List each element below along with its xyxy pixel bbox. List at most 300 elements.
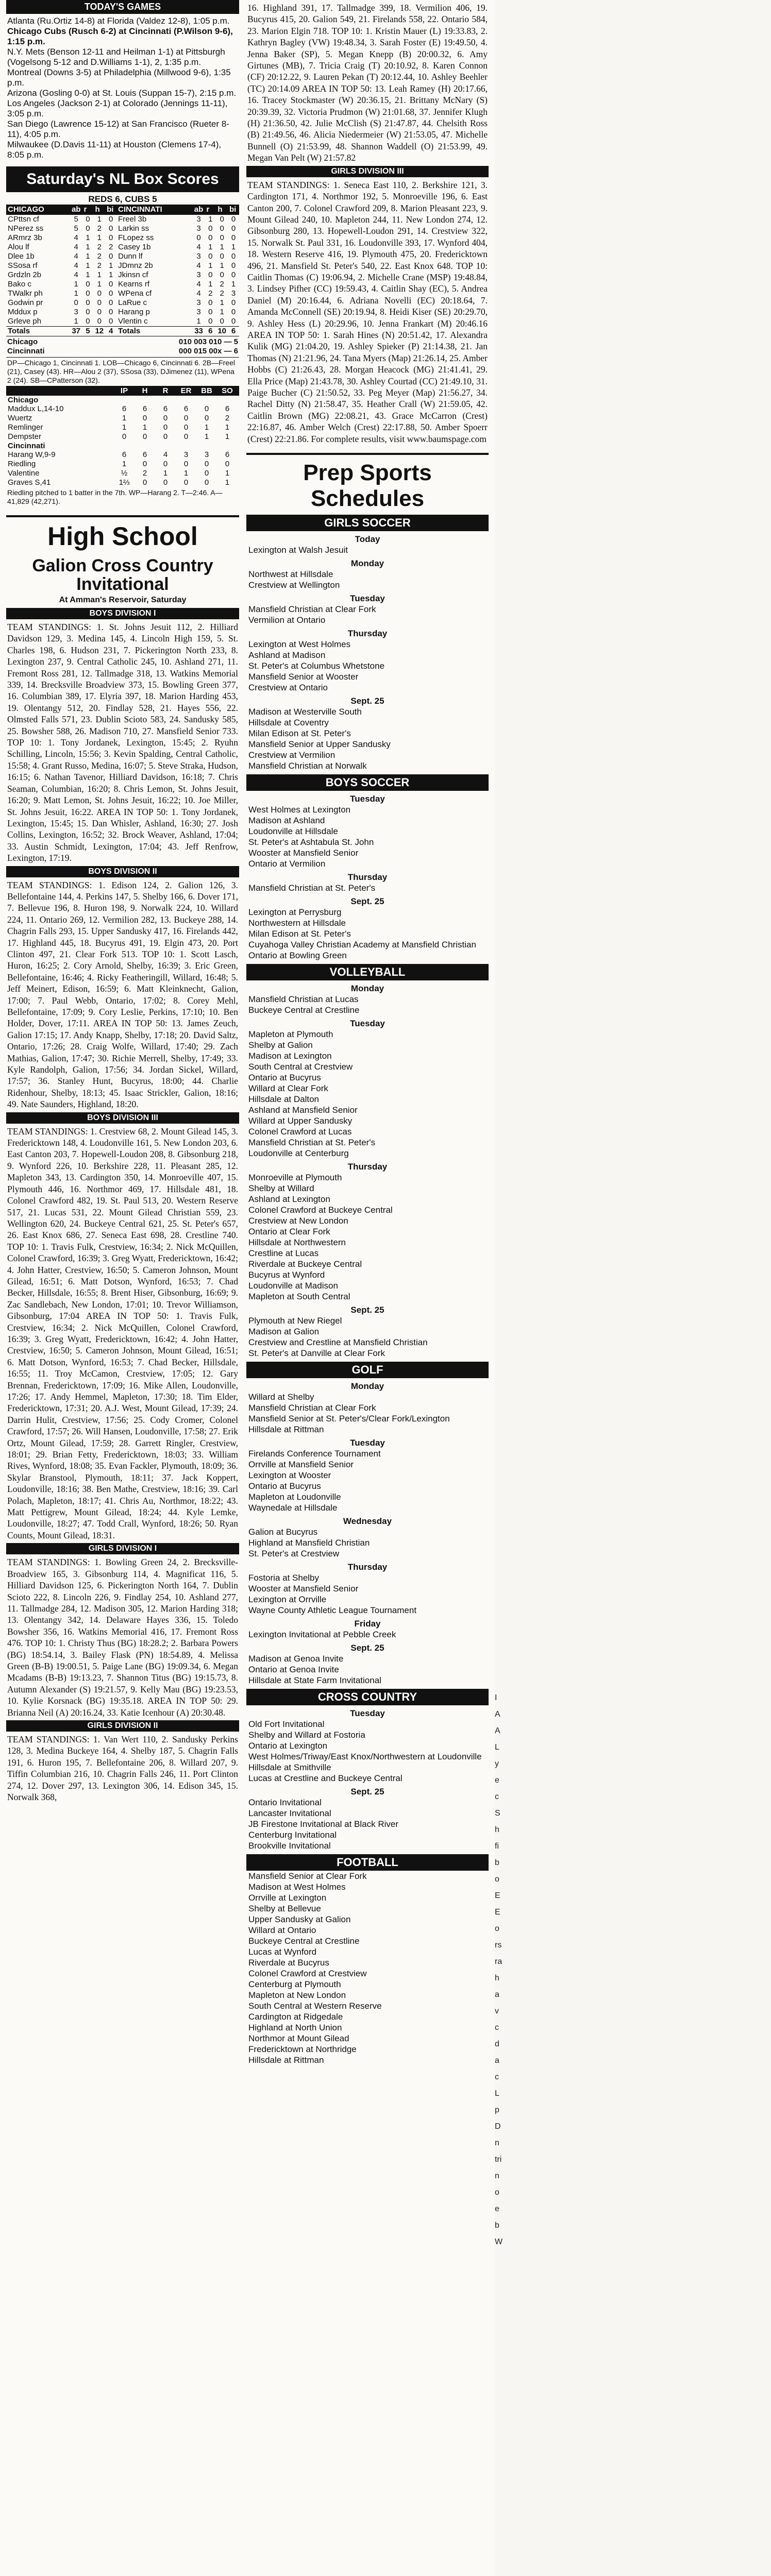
home-team-label: CINCINNATI [116, 205, 193, 215]
schedule-game: Waynedale at Hillsdale [248, 1503, 338, 1513]
cropped-letter: E [495, 1891, 500, 1900]
pitcher-name: Remlinger [8, 423, 43, 432]
pitching-stat: 0 [122, 432, 127, 441]
division-header: GIRLS DIVISION I [6, 1543, 239, 1554]
stat-value: 1 [220, 243, 224, 251]
schedule-game: Mapleton at Plymouth [248, 1029, 333, 1040]
batting-row [6, 270, 239, 280]
pitching-stat: 1 [183, 469, 189, 478]
stat-value: 0 [86, 280, 90, 289]
sport-header: BOYS SOCCER [246, 774, 489, 791]
batting-row [6, 243, 239, 252]
pitcher-name: Riedling [8, 460, 36, 468]
pitching-stat: 6 [225, 450, 230, 459]
sport-header: FOOTBALL [246, 1854, 489, 1871]
stat-value: 0 [86, 224, 90, 233]
schedule-game: Orrville at Mansfield Senior [248, 1460, 354, 1470]
schedule-game: Wooster at Mansfield Senior [248, 848, 359, 858]
left-column [6, 0, 239, 1805]
stat-value: 0 [108, 298, 113, 307]
cropped-letter: d [495, 2040, 499, 2048]
stat-value: 0 [208, 308, 213, 316]
stat-value: 10 [216, 327, 228, 336]
cropped-letter: rs [495, 1941, 502, 1950]
pitching-stat: 6 [122, 404, 127, 413]
schedule-game: Shelby at Bellevue [248, 1904, 321, 1914]
stat-value: 4 [74, 270, 78, 279]
schedule-game: Old Fort Invitational [248, 1719, 325, 1730]
todays-games-header: TODAY'S GAMES [6, 0, 239, 14]
stat-value: 0 [97, 298, 102, 307]
batting-row [6, 298, 239, 308]
stat-value: 1 [231, 243, 236, 251]
schedule-game: West Holmes at Lexington [248, 805, 351, 815]
stat-value: 1 [74, 317, 78, 326]
player-name: Dlee 1b [8, 252, 35, 261]
schedule-game: Centerburg Invitational [248, 1830, 337, 1840]
schedule-game: Milan Edison at St. Peter's [248, 929, 351, 939]
schedule-day: Sept. 25 [350, 1305, 384, 1315]
pitching-stat: 0 [204, 414, 209, 422]
section-title: High School [47, 522, 198, 551]
sport-header: VOLLEYBALL [246, 964, 489, 980]
schedule-game: Ontario at Bucyrus [248, 1481, 321, 1492]
schedule-day: Sept. 25 [350, 1787, 384, 1797]
schedule-game: Lexington at Walsh Jesuit [248, 545, 348, 555]
stat-value: 1 [97, 215, 102, 224]
pitching-stat: 0 [163, 460, 168, 468]
pitching-stat: 0 [183, 460, 189, 468]
schedule-game: Lucas at Crestline and Buckeye Central [248, 1773, 403, 1784]
pitching-stat: 0 [225, 460, 230, 468]
schedule-game: Fostoria at Shelby [248, 1573, 320, 1583]
cropped-letter: A [495, 1710, 500, 1719]
schedule-game: Crestview at Ontario [248, 683, 328, 693]
stat-value: 0 [231, 215, 236, 224]
player-name: Kearns rf [118, 280, 149, 289]
schedule-game: Lexington at West Holmes [248, 639, 351, 650]
schedule-game: Hillsdale at State Farm Invitational [248, 1675, 381, 1686]
cropped-letter: a [495, 2056, 499, 2065]
division-results: TEAM STANDINGS: 1. St. Johns Jesuit 112, 2. Hilliard Davidson 129, 3. Medina 145, 4. Lincoln High 159, 5. St. Charles 198, 6. Hudson 231, 7. Pickerington North 233, 8. Lexington 237, 9. Central Catholic 245, 10. Ashland 271, 11. Fremont Ross 281, 12. Tallmadge 318, 13. Watkins Memorial 339, 14. Brecksville Broadview 373, 15. Bowling Green 377, 16. Columbian 389, 17. Elyria 397, 18. Marion Harding 453, 19. Olentangy 512, 20. Findlay 528, 21. Hayes 556, 22. Olmsted Falls 571, 23. Dublin Scioto 583, 24. Sandusky 585, 25. Bowsher 588, 26. Madison 710, 27. Mansfield Senior 733. TOP 10: 1. Tony Jordanek, Lexington, 15:45; 2. Ryuhn Schilling, Lincoln, 15:56; 3. Kevin Spalding, Central Catholic, 15:58; 4. Grant Russo, Medina, 16:07; 5. Steve Straka, Hudson, 16:15; 6. Nathan Tavenor, Hilliard Davidson, 16:18; 7. Chris Seaman, Columbian, 16:20; 8. Chris Lemon, St. Johns Jesuit, 16:20; 9. Matt Lemon, St. Johns Jesuit, 16:22; 10. Joe Miller, St. Johns Jesuit, 16:22. AREA IN TOP 50: 1. Tony Jordanek, Lexington, 15:45; 15. Dan Whisler, Ashland, 16:30; 27. Josh Collins, Lexington, 16:52; 32. Brock Weaver, Ashland, 17:04; 33. Austin Schmidt, Lexington, 17:04; 43. Jeff Renfrow, Lexington, 17:19. [7, 622, 238, 863]
schedule-day: Sept. 25 [350, 1643, 384, 1653]
pitcher-row [6, 423, 239, 432]
player-name: WPena cf [118, 289, 152, 298]
cropped-letter: c [495, 2023, 499, 2032]
cropped-letter: ra [495, 1957, 502, 1966]
schedule-game: Lexington at Perrysburg [248, 907, 342, 918]
schedule-game: Buckeye Central at Crestline [248, 1936, 360, 1946]
player-name: CPttsn cf [8, 215, 39, 224]
schedule-day: Thursday [347, 629, 388, 639]
pitching-stat: 6 [225, 404, 230, 413]
batting-row [6, 289, 239, 298]
stat-value: 1 [231, 280, 236, 289]
inning-scores: 000 015 00x — 6 [178, 347, 238, 355]
pitching-stat: 6 [183, 404, 189, 413]
pitcher-name: Graves S,41 [8, 478, 51, 487]
schedule-game: Northwest at Hillsdale [248, 569, 333, 580]
stat-value: 0 [97, 289, 102, 298]
schedule-game: St. Peter's at Danville at Clear Fork [248, 1348, 385, 1359]
schedule-game: Buckeye Central at Crestline [248, 1005, 360, 1015]
pitcher-row [6, 460, 239, 469]
pitching-stat: 0 [204, 404, 209, 413]
pitcher-col-label [8, 386, 114, 395]
pitching-stat: 6 [142, 404, 147, 413]
game-result-heading: REDS 6, CUBS 5 [88, 194, 157, 204]
schedule-game: Mapleton at Loudonville [248, 1492, 341, 1502]
batting-row [6, 215, 239, 224]
stat-value: 1 [97, 280, 102, 289]
schedule-game: Mansfield Christian at St. Peter's [248, 1138, 376, 1148]
division-results: TEAM STANDINGS: 1. Bowling Green 24, 2. Brecksville-Broadview 165, 3. Gibsonburg 114, 4. Magnificat 116, 5. Hilliard Davidson 125, 6. Pickerington North 164, 7. Dublin Scioto 222, 8. Lincoln 226, 9. Findlay 254, 10. Ashland 277, 11. Tallmadge 284, 12. Madison 305, 12. Marion Harding 318; 13. Olentangy 342, 14. Delaware Hayes 336, 15. Toledo Bowsher 356, 16. Watkins Memorial 416, 17. Fremont Ross 476. TOP 10: 1. Christy Thus (BG) 18:28.2; 2. Barbara Powers (BG) 18:54.14, 3. Bailey Flask (PN) 18:54.89, 4. Melissa Green (B-B) 19:00.51, 5. Paige Lane (BG) 19:09.34, 6. Megan Mcadams (B-B) 19:13.23, 7. Shannon Titus (BG) 19:15.73, 8. Autumn Alexander (S) 19:21.57, 9. Kelly Mau (BG) 19:23.53, 10. Kylie Korsnack (BG) 19:35.18. AREA IN TOP 50: 29. Brianna Neil (A) 20:16.24, 33. Katie Icenhour (A) 20:30.48. [7, 1557, 238, 1718]
schedule-game: Madison at Westerville South [248, 707, 362, 717]
division-header: BOYS DIVISION III [6, 1112, 239, 1124]
stat-value: 1 [97, 270, 102, 279]
meet-location: At Amman's Reservoir, Saturday [59, 596, 187, 604]
schedule-game: Hillsdale at Smithville [248, 1762, 331, 1773]
game-footer: Riedling pitched to 1 batter in the 7th. WP—Harang 2. T—2:46. A—41,829 (42,271). [7, 488, 223, 505]
stat-value: 0 [208, 224, 213, 233]
batting-row [6, 317, 239, 327]
pitcher-row [6, 404, 239, 414]
pitching-stat: 0 [204, 460, 209, 468]
schedule-game: Hillsdale at Rittman [248, 1425, 324, 1435]
pitcher-name: Dempster [8, 432, 42, 441]
pitching-stat: 6 [142, 450, 147, 459]
stat-value: 0 [108, 252, 113, 261]
stat-value: 1 [86, 252, 90, 261]
division-results: TEAM STANDINGS: 1. Crestview 68, 2. Mount Gilead 145, 3. Fredericktown 148, 4. Loudonville 161, 5. New London 203, 6. East Canton 203, 7. Hopewell-Loudon 208, 8. Gibsonburg 218, 9. Wynford 226, 10. Berkshire 228, 11. Pleasant 285, 12. Mapleton 343, 13. Cardington 350, 14. Monroeville 407, 15. Plymouth 446, 16. Northmor 469, 17. Hillsdale 481, 18. Colonel Crawford 482, 19. St. Paul 513, 20. Western Reserve 517, 21. Lucas 531, 22. Mount Gilead Christian 559, 23. Wellington 620, 24. Buckeye Central 621, 25. St. Peter's 657, 26. East Knox 686, 27. Seneca East 698, 28. Crestline 740. TOP 10: 1. Travis Fulk, Crestview, 16:34; 2. Nick McQuillen, Colonel Crawford, 16:39; 3. Greg Wyatt, Fredericktown, 16:42; 4. John Hatter, Crestview, 16:50; 5. Cameron Johnson, Mount Gilead, 16:51; 6. Matt Dotson, Wynford, 16:53; 7. Chad Becker, Hillsdale, 16:55; 8. Brent Hiser, Gibsonburg, 16:69; 9. Zac Sandlebach, New London, 17:01; 10. Trevor Williamson, Gibsonburg, 17:04 AREA IN TOP 50: 1. Travis Fulk, Crestview, 16:34; 2. Nick McQuillen, Colonel Crawford, 16:39; 3. Greg Wyatt, Fredericktown, 16:42; 4. John Hatter, Crestview, 16:50; 5. Cameron Johnson, Mount Gilead, 16:51; 6. Matt Dotson, Wynford, 16:53; 7. Chad Becker, Hillsdale, 16:55; 11. Troy McCamon, Crestview, 17:05; 12. Gary Brennan, Fredericktown, 17:09; 16. Mike Allen, Loudonville, 17:26; 17. Andy Hemmel, Mapleton, 17:30; 18. Tim Elder, Fredericktown, 17:31; 20. A.J. West, Mount Gilead, 17:39; 24. Darrin Hulit, Crestview, 17:56; 25. Cody Cromer, Colonel Crawford, 17:57; 26. Will Hansen, Loudonville, 17:58; 27. Erik Ortz, Mount Gilead, 17:59; 28. Garrett Ringler, Crestview, 18:01; 29. Brian Fetty, Fredericktown, 18:03; 33. William Rives, Wynford, 18:08; 35. Evan Fackler, Plymouth, 18:09; 36. Skylar Branstool, Plymouth, 18:11; 37. Jack Koppert, Loudonville, 18:16; 38. Ben Mathe, Crestview, 18:16; 39. Carl Polach, Mapleton, 18:17; 41. Chris Au, Northmor, 18:22; 43. Matt Pettigrew, Mount Gilead, 18:24; 44. Kyle Lemke, Loudonville, 18:27; 47. Todd Crall, Wynford, 18:26; 50. Ryan Counts, Mount Gilead, 18:31. [7, 1126, 238, 1540]
stat-value: 5 [74, 215, 78, 224]
stat-value: 5 [74, 224, 78, 233]
stat-value: 1 [108, 270, 113, 279]
stat-value: 0 [97, 308, 102, 316]
stat-value: 0 [231, 317, 236, 326]
division-results: 16. Highland 391, 17. Tallmadge 399, 18. Vermilion 406, 19. Bucyrus 415, 20. Galion 549, 21. Firelands 558, 22. Ontario 584, 23. Marion Elgin 718. TOP 10: 1. Kristin Mauer (L) 19:33.83, 2. Kathryn Bagley (VW) 19:48.34, 3. Sarah Foster (E) 19:49.50, 4. Jenna Baker (SP), 5. Megan Knepp (B) 20:00.32, 6. Amy Girtunes (MB), 7. Tricia Craig (T) 20:10.92, 8. Karen Connon (CF) 20:12.22, 9. Lauren Pekan (T) 20:12.44, 10. Ashley Beehler (TC) 20:14.09 AREA IN TOP 50: 13. Leah Ramey (H) 20:17.66, 16. Tracey Stockmaster (W) 20:36.15, 21. Brittany McNary (S) 20:39.39, 32. Victoria Prudmon (W) 21:01.68, 37. Jennifer Klugh (H) 21:36.50, 42. Julie McClish (S) 21:47.87, 44. Chelsith Ross (B) 21:49.56, 46. Alicia Niedermeier (W) 21:53.05, 47. Michelle Bunnell (O) 21:53.99, 48. Shannon Waddell (O) 21:53.99, 49. Megan Van Pelt (W) 21:57.82 [247, 3, 488, 163]
stat-value: 0 [208, 270, 213, 279]
stat-value: 1 [86, 233, 90, 242]
pitching-stat: 0 [183, 414, 189, 422]
schedule-game: Ontario at Lexington [248, 1741, 328, 1751]
schedule-game: Madison at Galion [248, 1327, 320, 1337]
schedule-game: Centerburg at Plymouth [248, 1979, 341, 1990]
cropped-letter: E [495, 1908, 500, 1917]
schedule-game: Ontario at Bucyrus [248, 1073, 321, 1083]
player-name: NPerez ss [8, 224, 44, 233]
line-score-row [7, 347, 238, 356]
stat-value: 2 [97, 261, 102, 270]
stat-value: 0 [231, 270, 236, 279]
pitching-col-label: H [142, 386, 148, 395]
cropped-letter: fi [495, 1842, 499, 1851]
schedule-game: Lucas at Wynford [248, 1947, 317, 1957]
cropped-letter: p [495, 2106, 499, 2114]
schedule-game: Willard at Clear Fork [248, 1083, 328, 1094]
player-name: Bako c [8, 280, 31, 289]
col-ab: ab [70, 205, 82, 215]
schedule-day: Tuesday [350, 1438, 385, 1448]
schedule-game: Highland at North Union [248, 2023, 342, 2033]
team-name: Chicago [7, 337, 38, 346]
player-name: FLopez ss [118, 233, 154, 242]
schedule-day: Today [355, 534, 380, 545]
pitching-stat: 4 [163, 450, 168, 459]
cropped-letter: y [495, 1759, 499, 1768]
schedule-game: Mansfield Senior at Wooster [248, 672, 359, 682]
pitching-stat: 3 [204, 450, 209, 459]
stat-value: 0 [108, 289, 113, 298]
pitching-stat: 3 [183, 450, 189, 459]
player-name: Godwin pr [8, 298, 43, 307]
cropped-letter: v [495, 2007, 499, 2015]
division-header: GIRLS DIVISION III [246, 166, 489, 177]
player-name: Larkin ss [118, 224, 149, 233]
pitcher-row [6, 450, 239, 460]
division-header: GIRLS DIVISION II [6, 1720, 239, 1732]
pitching-stat: 1 [225, 432, 230, 441]
player-name: Freel 3b [118, 215, 147, 224]
schedule-game: Mansfield Senior at Clear Fork [248, 1871, 367, 1882]
pitching-stat: 1 [122, 414, 127, 422]
player-name: ARmrz 3b [8, 233, 42, 242]
stat-value: 1 [208, 215, 213, 224]
schedule-game: West Holmes/Triway/East Knox/Northwestern at Loudonville [248, 1752, 482, 1762]
schedule-game: JB Firestone Invitational at Black River [248, 1819, 399, 1829]
stat-value: 3 [196, 308, 201, 316]
division-header: BOYS DIVISION II [6, 866, 239, 877]
pitcher-row [6, 469, 239, 478]
player-name: LaRue c [118, 298, 147, 307]
game-notes: DP—Chicago 1, Cincinnati 1. LOB—Chicago 6, Cincinnati 6. 2B—Freel (21), Casey (43). HR—Alou 2 (37), SSosa (33), DJimenez (11), WPena 2 (24). SB—CPatterson (32). [7, 359, 235, 384]
pitching-stat: 1 [204, 432, 209, 441]
schedule-game: Mansfield Christian at Clear Fork [248, 604, 376, 615]
pitching-stat: 0 [183, 423, 189, 432]
stat-value: 5 [82, 327, 93, 336]
schedule-game: St. Peter's at Columbus Whetstone [248, 661, 385, 671]
stat-value: 0 [220, 270, 224, 279]
schedule-game: Mansfield Senior at Upper Sandusky [248, 739, 391, 750]
player-name: Grdzln 2b [8, 270, 42, 279]
schedule-day: Sept. 25 [350, 696, 384, 706]
stat-value: 4 [105, 327, 116, 336]
pitching-col-label: BB [201, 386, 212, 395]
stat-value: 1 [196, 317, 201, 326]
schedule-game: Lancaster Invitational [248, 1808, 331, 1819]
game-listing: Milwaukee (D.Davis 11-11) at Houston (Clemens 17-4), 8:05 p.m. [7, 140, 222, 160]
pitching-stat: 1 [142, 423, 147, 432]
stat-value: 3 [231, 289, 236, 298]
pitching-stat: 0 [142, 478, 147, 487]
cropped-letter: L [495, 1743, 499, 1752]
stat-value: 0 [231, 224, 236, 233]
stat-value: 0 [208, 298, 213, 307]
cropped-letter: o [495, 1924, 499, 1933]
pitcher-name: Maddux L,14-10 [8, 404, 64, 413]
schedule-game: Mapleton at South Central [248, 1292, 350, 1302]
schedule-game: Mansfield Senior at St. Peter's/Clear Fork/Lexington [248, 1414, 450, 1424]
schedule-game: Vermilion at Ontario [248, 615, 326, 625]
stat-value: 4 [74, 233, 78, 242]
player-name: JDmnz 2b [118, 261, 153, 270]
stat-value: 0 [108, 308, 113, 316]
schedule-game: Upper Sandusky at Galion [248, 1914, 351, 1925]
cropped-letter: A [495, 1726, 500, 1735]
stat-value: 4 [196, 243, 201, 251]
pitching-stat: 6 [163, 404, 168, 413]
schedule-game: Northwestern at Hillsdale [248, 918, 346, 928]
stat-value: 0 [208, 233, 213, 242]
pitching-stat: 0 [163, 414, 168, 422]
stat-value: 6 [205, 327, 216, 336]
schedule-game: Wooster at Mansfield Senior [248, 1584, 359, 1594]
schedule-game: Crestview at New London [248, 1216, 348, 1226]
schedule-game: Northmor at Mount Gilead [248, 2033, 349, 2044]
player-name: Dunn lf [118, 252, 143, 261]
schedule-game: Brookville Invitational [248, 1841, 331, 1851]
sport-header: CROSS COUNTRY [246, 1689, 489, 1705]
schedule-day: Monday [350, 558, 384, 569]
player-name: Totals [6, 327, 70, 336]
player-name: Mddux p [8, 308, 38, 316]
stat-value: 3 [196, 224, 201, 233]
schedule-game: Shelby at Galion [248, 1040, 313, 1050]
stat-value: 2 [220, 280, 224, 289]
away-team-label: CHICAGO [6, 205, 70, 215]
schedule-game: Milan Edison at St. Peter's [248, 728, 351, 739]
stat-value: 1 [208, 261, 213, 270]
stat-value: 0 [231, 252, 236, 261]
cropped-letter: n [495, 2172, 499, 2180]
cropped-text-fragment [495, 1690, 515, 2257]
batting-row [6, 233, 239, 243]
stat-value: 1 [220, 308, 224, 316]
stat-value: 2 [97, 252, 102, 261]
stat-value: 4 [74, 243, 78, 251]
batting-table [6, 205, 239, 336]
schedule-game: Wayne County Athletic League Tournament [248, 1605, 417, 1616]
totals-row [6, 327, 239, 336]
division-results: TEAM STANDINGS: 1. Seneca East 110, 2. Berkshire 121, 3. Cardington 171, 4. Northmor 192, 5. Monroeville 196, 6. East Canton 200, 7. Colonel Crawford 209, 8. Marion Pleasant 223, 9. Mount Gilead 240, 10. Mapleton 244, 11. New London 274, 12. Gibsonburg 280, 13. Hopewell-Loudon 291, 14. Crestview 322, 15. Norwalk St. Paul 331, 16. Loudonville 393, 17. Wynford 404, 18. Western Reserve 416, 19. Plymouth 475, 20. Fredericktown 496, 21. Mansfield St. Peter's 540, 22. East Knox 648. TOP 10: Caitlin Thomas (C) 19:06.94, 2. Michelle Crane (MSP) 19:48.84, 3. Lindsey Pifher (CC) 19:59.43, 4. Caitlin Shay (EC), 5. Andrea Daniel (M) 20:16.44, 6. Adriana Novelli (EC) 20:18.64, 7. Amanda McConnell (SE) 20:19.94, 8. Heidi Kiser (SE) 20:29.70, 9. Ashley Hess (L) 20:29.96, 10. Jenna Frankart (M) 20:46.16 AREA IN TOP 50: 1. Sarah Hines (N) 20:51.42, 17. Alexandra Kulik (MG) 21:04.20, 19. Ashley Spieker (P) 21:14.38, 21. Jan Thomas (N) 21:21.96, 24. Tana Myers (Map) 21:26.14, 25. Amber Hobbs (C) 21:26.43, 28. Morgan Heacock (MG) 21:41.41, 29. Ella Price (Map) 21:43.78, 30. Ashley Courtad (CC) 21:49.10, 31. Paige Bucher (C) 21:50.52, 33. Peg Meyer (Map) 21:56.27, 34. Rachel Ditty (N) 21:58.47, 35. Heather Crall (W) 21:59.05, 42. Caitlin Brown (MG) 22:08.21, 43. Grace McCarron (Crest) 22:16.87, 46. Amber Welch (Crest) 22:17.88, 50. Amber Spoerr (Crest) 22:21.86. For complete results, visit www.baumspage.com [247, 179, 488, 444]
adjacent-page [495, 0, 771, 2576]
stat-value: 0 [108, 224, 113, 233]
stat-value: 4 [196, 289, 201, 298]
schedule-game: Mansfield Christian at Clear Fork [248, 1403, 376, 1413]
schedule-game: Shelby and Willard at Fostoria [248, 1730, 365, 1740]
schedule-game: Ontario at Clear Fork [248, 1227, 330, 1237]
schedule-game: Hillsdale at Dalton [248, 1094, 320, 1105]
pitching-stat: 1 [225, 423, 230, 432]
pitching-stat: 2 [225, 414, 230, 422]
schedule-game: Colonel Crawford at Crestview [248, 1969, 367, 1979]
pitching-col-label: IP [120, 386, 128, 395]
stat-value: 0 [231, 233, 236, 242]
batting-row [6, 280, 239, 289]
stat-value: 0 [208, 317, 213, 326]
stat-value: 3 [196, 215, 201, 224]
schedule-game: Mapleton at New London [248, 1990, 346, 2001]
stat-value: 0 [231, 261, 236, 270]
col-h: h [93, 205, 105, 215]
stat-value: 6 [228, 327, 239, 336]
stat-value: 0 [108, 280, 113, 289]
schedule-day: Thursday [347, 872, 388, 883]
col-r: r [82, 205, 93, 215]
schedule-game: Hillsdale at Coventry [248, 718, 329, 728]
division-results: TEAM STANDINGS: 1. Edison 124, 2. Galion 126, 3. Bellefontaine 144, 4. Perkins 147, 5. Shelby 166, 6. Dover 171, 7. Bellevue 196, 8. Huron 198, 9. Norwalk 224, 10. Willard 224, 11. Ontario 269, 12. Vermilion 282, 13. Buckeye 288, 14. Chagrin Falls 293, 15. Upper Sandusky 417, 16. Firelands 442, 17. Highland 445, 18. Bucyrus 491, 19. Elgin 473, 20. Port Clinton 497, 21. Clear Fork 513. TOP 10: 1. Scott Lasch, Huron, 16:25; 2. Cory Arnold, Shelby, 16:39; 3. Eric Green, Bellefontaine, 16:46; 4. Ricky Featheringill, Willard, 16:48; 5. Jeff Meinert, Edison, 16:59; 6. Matt Kleinknecht, Galion, 17:00; 7. Paul Webb, Ontario, 17:02; 8. Corey Mehl, Bellefontaine, 17:09; 9. Cory Leslie, Perkins, 17:10; 10. Ben Holder, Dover, 17:11. AREA IN TOP 50: 13. James Zeuch, Galion 17:15; 17. Andy Knapp, Shelby, 17:18; 20. David Saltz, Ontario, 17:26; 28. Craig Wolfe, Willard, 17:40; 29. Zach Mathias, Galion, 17:47; 30. Richie Merrell, Shelby, 17:49; 33. Kyle Randolph, Galion, 17:56; 34. Jordan Sickel, Willard, 17:57; 36. Stanley Hunt, Bucyrus, 18:00; 44. Charlie Ridenhour, Shelby, 18:13; 45. Isaac Strickler, Galion, 18:16; 49. Nate Saunders, Highland, 18:20. [7, 879, 238, 1110]
player-name: Jkinsn cf [118, 270, 148, 279]
pitching-stat: 1 [225, 478, 230, 487]
stat-value: 2 [97, 224, 102, 233]
stat-value: 1 [74, 289, 78, 298]
schedule-game: Crestline at Lucas [248, 1248, 319, 1259]
cropped-letter: a [495, 1990, 499, 1999]
pitching-stat: 2 [142, 469, 147, 478]
stat-value: 1 [220, 261, 224, 270]
game-listing: Arizona (Gosling 0-0) at St. Louis (Suppan 15-7), 2:15 p.m. [7, 88, 237, 98]
pitching-stat: 0 [204, 478, 209, 487]
line-score-row [7, 337, 238, 347]
schedule-game: Crestview at Vermilion [248, 750, 336, 760]
pitching-stat: 0 [142, 414, 147, 422]
schedule-game: Fredericktown at Northridge [248, 2044, 357, 2055]
stat-value: 0 [86, 298, 90, 307]
schedule-game: St. Peter's at Crestview [248, 1549, 340, 1559]
player-name: Vlentin c [118, 317, 148, 326]
schedule-game: South Central at Western Reserve [248, 2001, 382, 2011]
batting-row [6, 261, 239, 270]
schedule-game: Lexington at Wooster [248, 1470, 331, 1481]
cropped-letter: e [495, 2205, 499, 2213]
schedule-game: Highland at Mansfield Christian [248, 1538, 370, 1548]
cropped-letter: W [495, 2238, 503, 2246]
stat-value: 0 [231, 298, 236, 307]
pitching-stat: 1 [204, 423, 209, 432]
high-school-banner [6, 515, 239, 605]
stat-value: 33 [193, 327, 205, 336]
cropped-letter: b [495, 2221, 499, 2230]
schedule-day: Friday [354, 1619, 381, 1629]
pitcher-name: Valentine [8, 469, 40, 478]
cropped-letter: b [495, 1858, 499, 1867]
pitching-table [6, 386, 239, 487]
stat-value: 0 [108, 233, 113, 242]
stat-value: 3 [74, 308, 78, 316]
pitching-stat: 0 [163, 478, 168, 487]
right-column [246, 0, 489, 2065]
pitching-stat: 1 [122, 423, 127, 432]
pitcher-row [6, 478, 239, 487]
schedule-game: Lexington at Orrville [248, 1595, 327, 1605]
schedule-game: Firelands Conference Tournament [248, 1449, 381, 1459]
pitching-col-label: ER [180, 386, 192, 395]
cropped-letter: tri [495, 2155, 502, 2164]
schedule-day: Tuesday [350, 1019, 385, 1029]
stat-value: 12 [93, 327, 105, 336]
schedule-game: Bucyrus at Wynford [248, 1270, 325, 1280]
line-score [6, 336, 239, 358]
stat-value: 1 [220, 298, 224, 307]
cropped-letter: o [495, 2188, 499, 2197]
pitching-stat: 0 [163, 432, 168, 441]
stat-value: 1 [86, 270, 90, 279]
stat-value: 2 [97, 243, 102, 251]
stat-value: 0 [97, 317, 102, 326]
schedule-game: Mansfield Christian at Lucas [248, 994, 359, 1005]
cropped-letter: h [495, 1974, 499, 1982]
stat-value: 1 [208, 280, 213, 289]
